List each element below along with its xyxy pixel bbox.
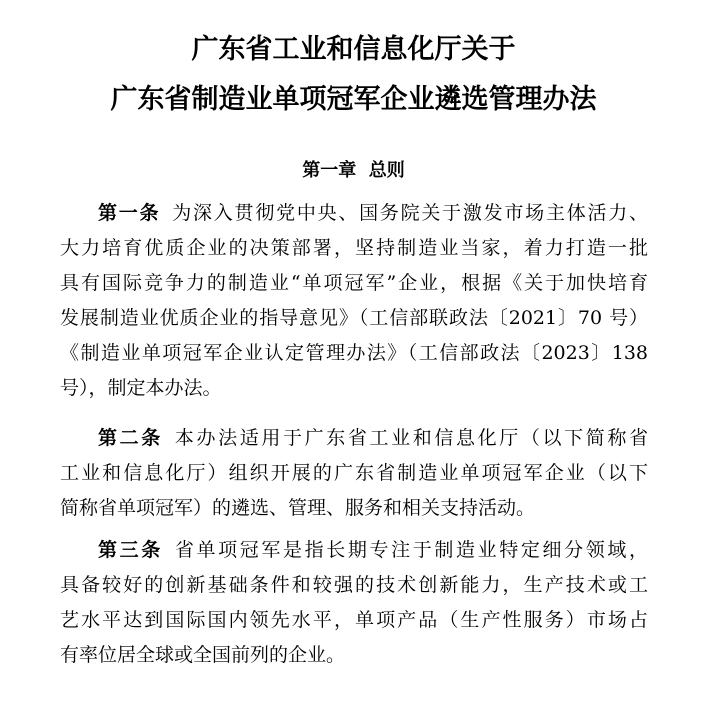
- article-line: [98, 200, 648, 226]
- article-line: 发展制造业优质企业的指导意见》（工信部联政法〔2021〕70 号）: [60, 307, 648, 329]
- article-line: 具备较好的创新基础条件和较强的技术创新能力，生产技术或工: [60, 574, 648, 596]
- article-line: [98, 537, 648, 563]
- article-line: 号），制定本办法。: [60, 377, 222, 399]
- article-line: 工业和信息化厅）组织开展的广东省制造业单项冠军企业（以下: [60, 462, 648, 484]
- document-title-line-1: 广东省工业和信息化厅关于: [191, 34, 516, 65]
- article-label: 第二条: [98, 427, 163, 449]
- article-label: 第一条: [98, 202, 161, 224]
- article-text: 本办法适用于广东省工业和信息化厅（以下简称省: [174, 427, 648, 449]
- article-line: 艺水平达到国际国内领先水平，单项产品（生产性服务）市场占: [60, 609, 648, 631]
- article-line: 有率位居全球或全国前列的企业。: [60, 644, 346, 666]
- article-label: 第三条: [98, 539, 163, 561]
- article-line: 具有国际竞争力的制造业“单项冠军”企业，根据《关于加快培育: [60, 272, 648, 294]
- article-line: 大力培育优质企业的决策部署，坚持制造业当家，着力打造一批: [60, 237, 648, 259]
- chapter-heading: 第一章 总则: [302, 160, 405, 181]
- article-text: 为深入贯彻党中央、国务院关于激发市场主体活力、: [172, 202, 648, 224]
- article-line: 简称省单项冠军）的遴选、管理、服务和相关支持活动。: [60, 497, 536, 519]
- document-title-line-2: 广东省制造业单项冠军企业遴选管理办法: [110, 84, 597, 115]
- article-line: 《制造业单项冠军企业认定管理办法》（工信部政法〔2023〕138: [60, 342, 648, 364]
- article-text: 省单项冠军是指长期专注于制造业特定细分领域，: [174, 539, 648, 561]
- article-line: [98, 425, 648, 451]
